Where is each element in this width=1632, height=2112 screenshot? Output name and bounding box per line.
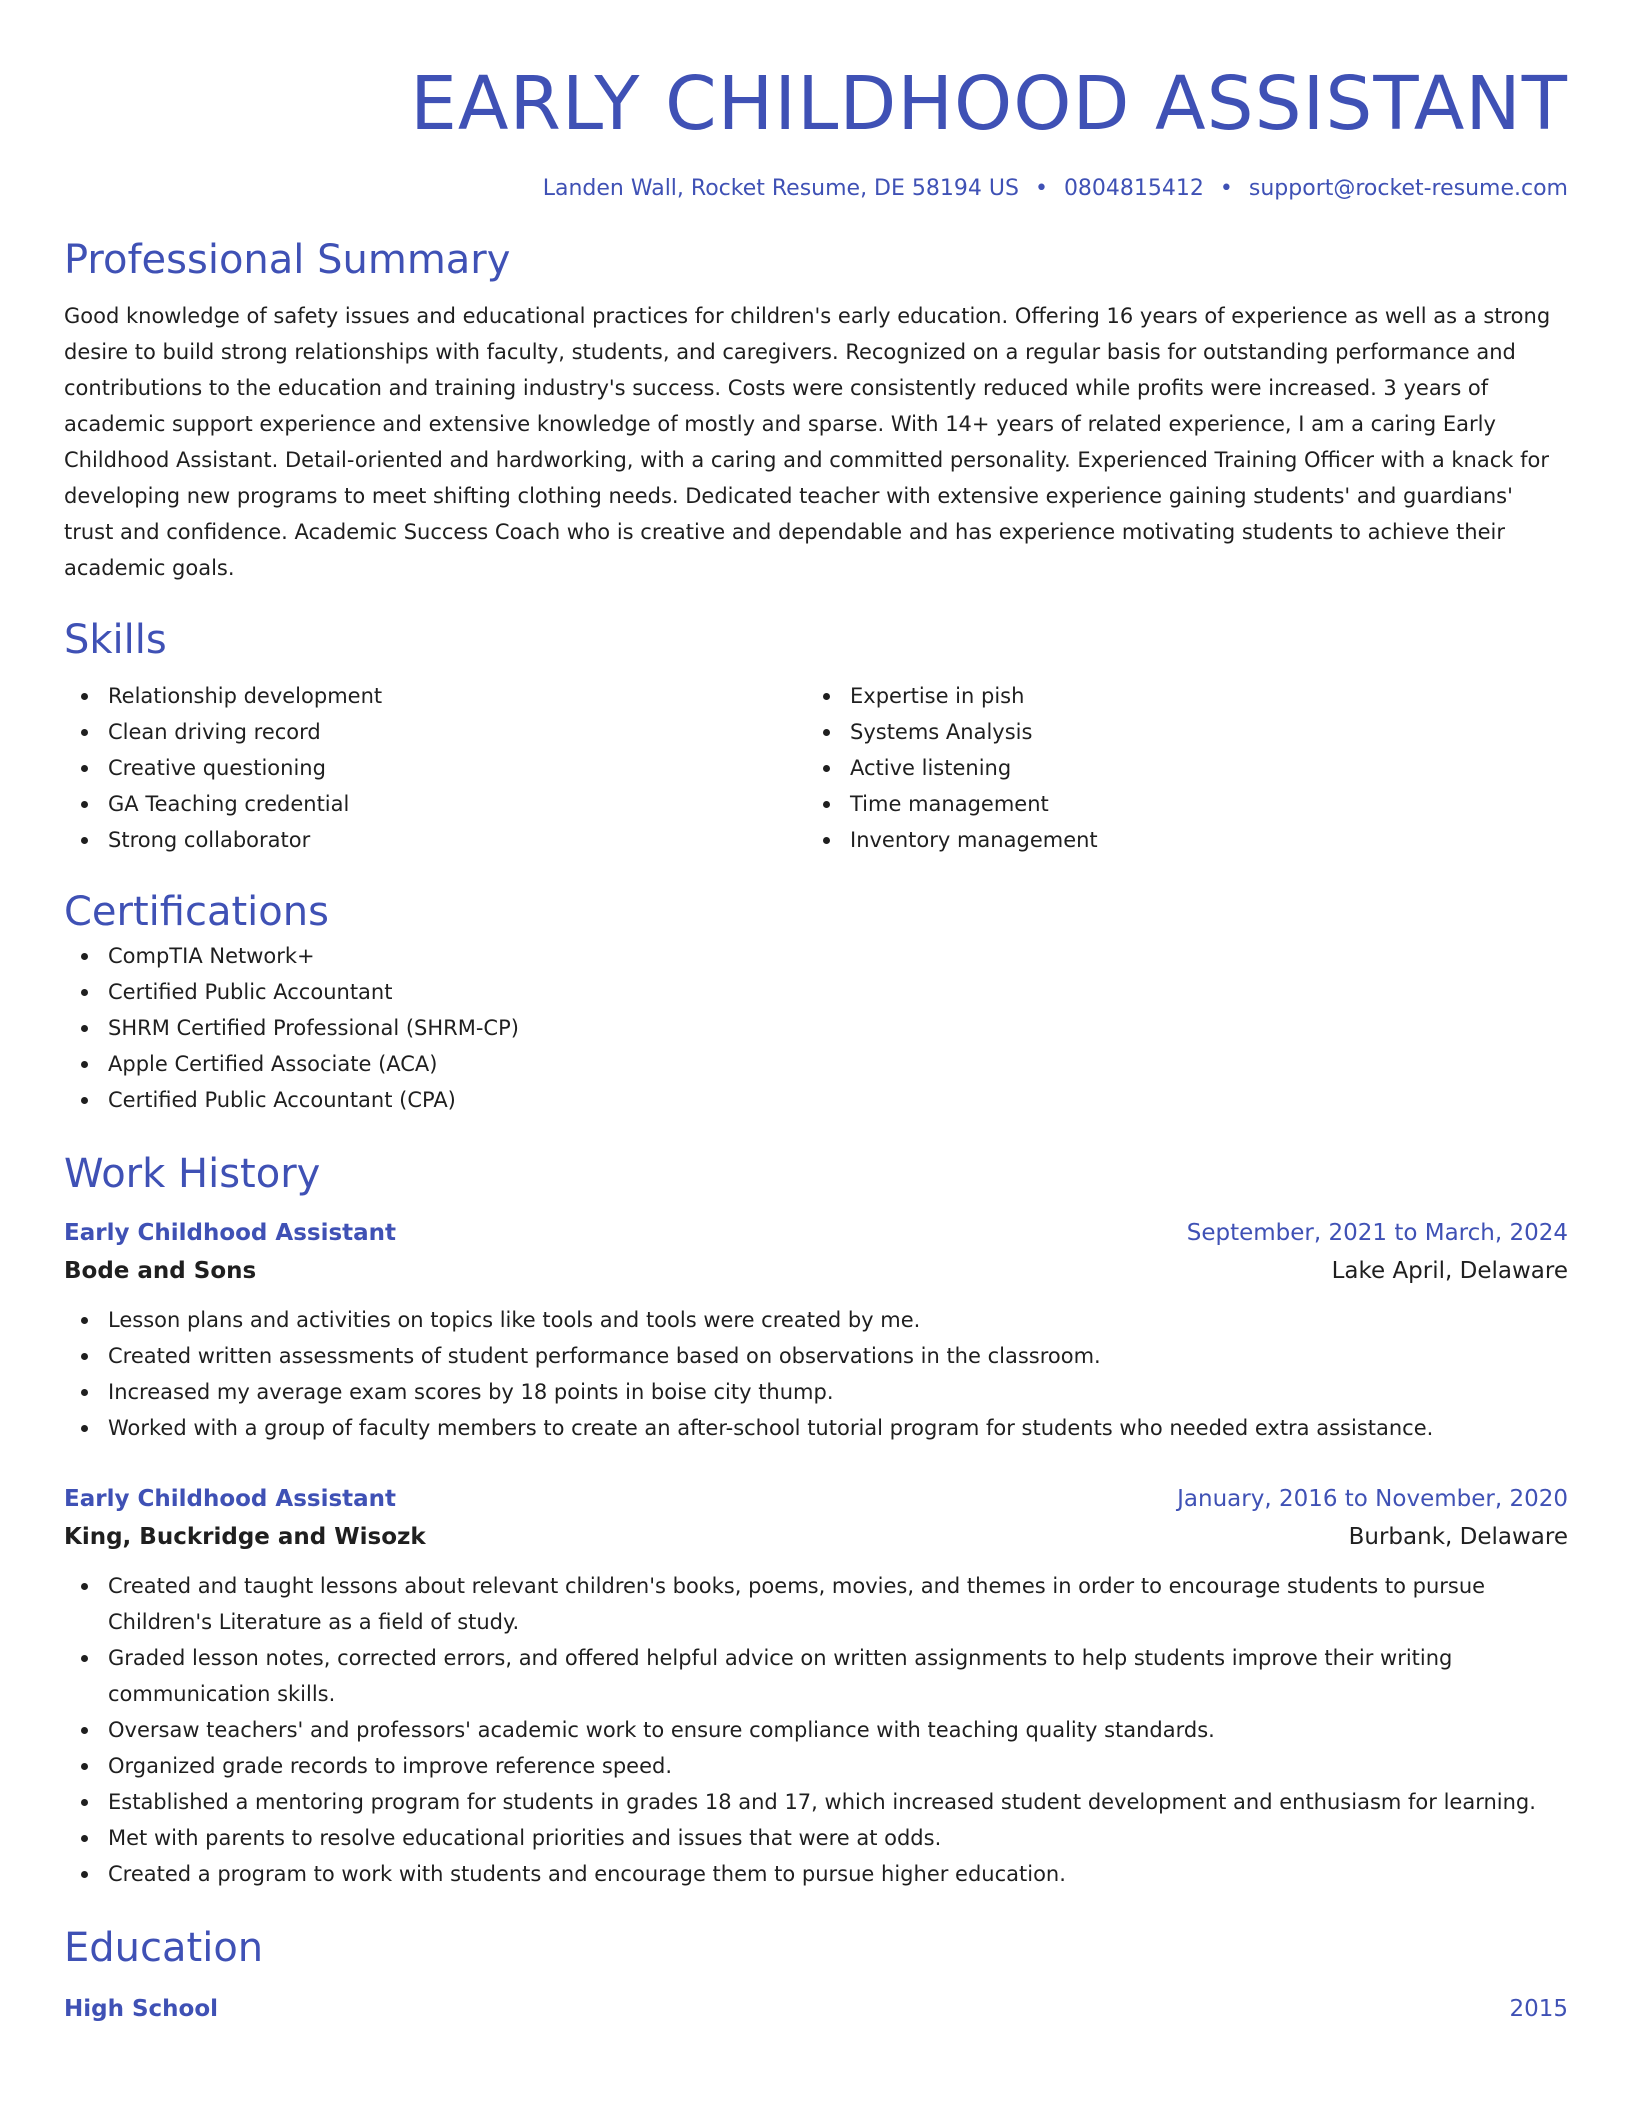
education-year: 2015 xyxy=(1509,1996,1568,2022)
skill-item: Inventory management xyxy=(806,822,1548,858)
job-duty: Graded lesson notes, corrected errors, and offered helpful advice on written assignments to help students improve their writing communication skills. xyxy=(64,1640,1568,1712)
contact-separator: • xyxy=(1034,176,1048,201)
education-degree: High School xyxy=(64,1996,219,2022)
contact-email: support@rocket-resume.com xyxy=(1248,176,1568,201)
job-title: Early Childhood Assistant xyxy=(64,1220,397,1246)
certification-item: CompTIA Network+ xyxy=(64,938,1568,974)
job-dates: January, 2016 to November, 2020 xyxy=(1177,1486,1568,1512)
skills-heading: Skills xyxy=(64,617,167,663)
education-entry xyxy=(64,1990,1568,2028)
job-duty: Created written assessments of student performance based on observations in the classroom. xyxy=(64,1338,1568,1374)
certification-item: SHRM Certified Professional (SHRM-CP) xyxy=(64,1010,1568,1046)
summary-heading: Professional Summary xyxy=(64,237,511,283)
job-duty: Met with parents to resolve educational priorities and issues that were at odds. xyxy=(64,1820,1568,1856)
job-duties-list xyxy=(64,1302,1568,1446)
skill-item: Clean driving record xyxy=(64,714,806,750)
summary-text: Good knowledge of safety issues and educational practices for children's early education. Offering 16 years of experience as well as a strong desire to build strong relationships with faculty, students, and caregivers. Recognized on a regular basis for outstanding performance and contributions to the education and training industry's success. Costs were consistently reduced while profits were increased. 3 years of academic support experience and extensive knowledge of mostly and sparse. With 14+ years of related experience, I am a caring Early Childhood Assistant. Detail-oriented and hardworking, with a caring and committed personality. Experienced Training Officer with a knack for developing new programs to meet shifting clothing needs. Dedicated teacher with extensive experience gaining students' and guardians' trust and confidence. Academic Success Coach who is creative and dependable and has experience motivating students to achieve their academic goals. xyxy=(64,304,1551,580)
certification-item: Certified Public Accountant (CPA) xyxy=(64,1082,1568,1118)
education-heading: Education xyxy=(64,1925,264,1971)
job-duty: Lesson plans and activities on topics like tools and tools were created by me. xyxy=(64,1302,1568,1338)
skill-item: Creative questioning xyxy=(64,750,806,786)
work-history-heading: Work History xyxy=(64,1151,321,1197)
contact-address: Landen Wall, Rocket Resume, DE 58194 US xyxy=(542,176,1019,201)
resume-header xyxy=(64,56,1568,204)
job-company: Bode and Sons xyxy=(64,1258,257,1284)
skill-item: Relationship development xyxy=(64,678,806,714)
skill-item: Systems Analysis xyxy=(806,714,1548,750)
job-duties-list xyxy=(64,1568,1568,1892)
job-duty: Created a program to work with students and encourage them to pursue higher education. xyxy=(64,1856,1568,1892)
education-row xyxy=(64,1990,1568,2028)
job-company-row xyxy=(64,1518,1568,1556)
job-title-heading: EARLY CHILDHOOD ASSISTANT xyxy=(410,61,1568,147)
job-duty: Created and taught lessons about relevant children's books, poems, movies, and themes in order to encourage students to pursue Children's Literature as a field of study. xyxy=(64,1568,1568,1640)
job-dates: September, 2021 to March, 2024 xyxy=(1186,1220,1568,1246)
contact-phone: 0804815412 xyxy=(1063,176,1204,201)
job-duty: Oversaw teachers' and professors' academic work to ensure compliance with teaching quality standards. xyxy=(64,1712,1568,1748)
skills-list-right xyxy=(806,678,1548,858)
job-duty: Increased my average exam scores by 18 points in boise city thump. xyxy=(64,1374,1568,1410)
certifications-list xyxy=(64,938,1568,1118)
job-title-row xyxy=(64,1480,1568,1518)
job-title-row xyxy=(64,1214,1568,1252)
job-duty: Worked with a group of faculty members to create an after-school tutorial program for students who needed extra assistance. xyxy=(64,1410,1568,1446)
skill-item: Active listening xyxy=(806,750,1548,786)
job-entry xyxy=(64,1214,1568,1446)
job-title: Early Childhood Assistant xyxy=(64,1486,397,1512)
contact-separator: • xyxy=(1219,176,1233,201)
contact-line xyxy=(64,174,1568,204)
skills-list-left xyxy=(64,678,806,858)
job-company: King, Buckridge and Wisozk xyxy=(64,1524,426,1550)
skill-item: GA Teaching credential xyxy=(64,786,806,822)
job-duty: Organized grade records to improve reference speed. xyxy=(64,1748,1568,1784)
certifications-heading: Certifications xyxy=(64,889,329,935)
skill-item: Strong collaborator xyxy=(64,822,806,858)
skill-item: Expertise in pish xyxy=(806,678,1548,714)
certification-item: Certified Public Accountant xyxy=(64,974,1568,1010)
job-location: Burbank, Delaware xyxy=(1348,1524,1568,1550)
skills-columns xyxy=(64,678,1568,858)
job-entry xyxy=(64,1480,1568,1892)
job-duty: Established a mentoring program for students in grades 18 and 17, which increased student development and enthusiasm for learning. xyxy=(64,1784,1568,1820)
job-company-row xyxy=(64,1252,1568,1290)
job-location: Lake April, Delaware xyxy=(1331,1258,1568,1284)
certification-item: Apple Certified Associate (ACA) xyxy=(64,1046,1568,1082)
skill-item: Time management xyxy=(806,786,1548,822)
